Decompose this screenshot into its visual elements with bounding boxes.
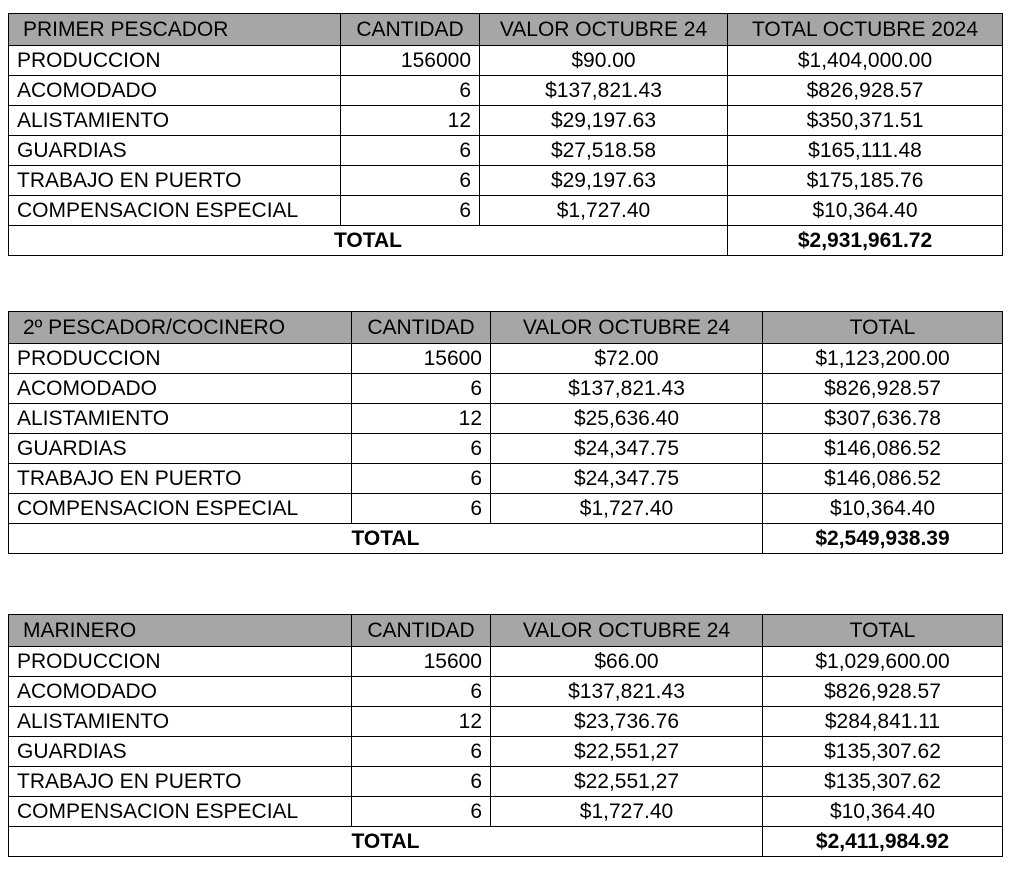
row-concept: TRABAJO EN PUERTO (9, 767, 352, 797)
row-total: $146,086.52 (763, 434, 1003, 464)
total-value: $2,931,961.72 (728, 226, 1003, 256)
row-value: $137,821.43 (491, 677, 763, 707)
row-quantity: 6 (352, 797, 491, 827)
row-quantity: 6 (352, 677, 491, 707)
table-row (9, 464, 1003, 494)
row-value: $1,727.40 (491, 494, 763, 524)
table-row (9, 707, 1003, 737)
primer-pescador-table (8, 13, 1003, 256)
row-total: $826,928.57 (763, 677, 1003, 707)
total-row (9, 524, 1003, 554)
total-row (9, 226, 1003, 256)
table-row (9, 46, 1003, 76)
row-value: $22,551,27 (491, 737, 763, 767)
row-concept: TRABAJO EN PUERTO (9, 166, 341, 196)
table-row (9, 767, 1003, 797)
row-value: $137,821.43 (491, 374, 763, 404)
row-quantity: 12 (352, 707, 491, 737)
row-value: $72.00 (491, 344, 763, 374)
header-value: VALOR OCTUBRE 24 (480, 14, 728, 46)
segundo-pescador-table (8, 311, 1003, 554)
table-row (9, 737, 1003, 767)
row-quantity: 6 (341, 196, 480, 226)
row-concept: PRODUCCION (9, 344, 352, 374)
header-concept: MARINERO (9, 615, 352, 647)
row-total: $175,185.76 (728, 166, 1003, 196)
row-quantity: 6 (352, 737, 491, 767)
row-concept: GUARDIAS (9, 136, 341, 166)
row-value: $137,821.43 (480, 76, 728, 106)
row-quantity: 6 (352, 374, 491, 404)
table-row (9, 647, 1003, 677)
header-concept: PRIMER PESCADOR (9, 14, 341, 46)
row-total: $10,364.40 (763, 797, 1003, 827)
row-quantity: 6 (352, 434, 491, 464)
header-total: TOTAL (763, 312, 1003, 344)
row-concept: COMPENSACION ESPECIAL (9, 494, 352, 524)
table-row (9, 136, 1003, 166)
row-value: $24,347.75 (491, 464, 763, 494)
row-quantity: 156000 (341, 46, 480, 76)
row-concept: ACOMODADO (9, 76, 341, 106)
table-row (9, 196, 1003, 226)
total-row (9, 827, 1003, 857)
header-value: VALOR OCTUBRE 24 (491, 615, 763, 647)
row-total: $135,307.62 (763, 767, 1003, 797)
row-value: $1,727.40 (491, 797, 763, 827)
table-header-row (9, 312, 1003, 344)
header-value: VALOR OCTUBRE 24 (491, 312, 763, 344)
row-quantity: 15600 (352, 344, 491, 374)
table-row (9, 677, 1003, 707)
row-value: $27,518.58 (480, 136, 728, 166)
row-concept: PRODUCCION (9, 647, 352, 677)
header-total: TOTAL (763, 615, 1003, 647)
row-value: $22,551,27 (491, 767, 763, 797)
header-quantity: CANTIDAD (352, 312, 491, 344)
row-concept: ALISTAMIENTO (9, 404, 352, 434)
header-total: TOTAL OCTUBRE 2024 (728, 14, 1003, 46)
row-concept: ALISTAMIENTO (9, 707, 352, 737)
table-row (9, 797, 1003, 827)
row-concept: ACOMODADO (9, 677, 352, 707)
total-label: TOTAL (9, 226, 728, 256)
table-header-row (9, 14, 1003, 46)
row-total: $10,364.40 (763, 494, 1003, 524)
row-total: $826,928.57 (728, 76, 1003, 106)
row-total: $307,636.78 (763, 404, 1003, 434)
row-concept: ALISTAMIENTO (9, 106, 341, 136)
table-row (9, 76, 1003, 106)
table-row (9, 344, 1003, 374)
row-quantity: 15600 (352, 647, 491, 677)
row-quantity: 6 (352, 494, 491, 524)
row-total: $284,841.11 (763, 707, 1003, 737)
total-value: $2,411,984.92 (763, 827, 1003, 857)
row-concept: PRODUCCION (9, 46, 341, 76)
row-total: $826,928.57 (763, 374, 1003, 404)
row-quantity: 6 (341, 166, 480, 196)
header-concept: 2º PESCADOR/COCINERO (9, 312, 352, 344)
marinero-table (8, 614, 1003, 857)
row-value: $24,347.75 (491, 434, 763, 464)
table-row (9, 374, 1003, 404)
row-concept: TRABAJO EN PUERTO (9, 464, 352, 494)
table-row (9, 166, 1003, 196)
table-row (9, 106, 1003, 136)
total-value: $2,549,938.39 (763, 524, 1003, 554)
row-value: $23,736.76 (491, 707, 763, 737)
row-total: $1,123,200.00 (763, 344, 1003, 374)
row-concept: GUARDIAS (9, 737, 352, 767)
row-total: $135,307.62 (763, 737, 1003, 767)
row-quantity: 6 (341, 76, 480, 106)
table-header-row (9, 615, 1003, 647)
row-value: $90.00 (480, 46, 728, 76)
row-concept: COMPENSACION ESPECIAL (9, 196, 341, 226)
table-row (9, 494, 1003, 524)
row-total: $146,086.52 (763, 464, 1003, 494)
row-value: $25,636.40 (491, 404, 763, 434)
row-total: $350,371.51 (728, 106, 1003, 136)
row-total: $165,111.48 (728, 136, 1003, 166)
row-quantity: 12 (341, 106, 480, 136)
row-value: $29,197.63 (480, 166, 728, 196)
row-quantity: 12 (352, 404, 491, 434)
table-row (9, 434, 1003, 464)
row-quantity: 6 (352, 767, 491, 797)
row-total: $10,364.40 (728, 196, 1003, 226)
row-value: $1,727.40 (480, 196, 728, 226)
total-label: TOTAL (9, 524, 763, 554)
row-value: $66.00 (491, 647, 763, 677)
row-concept: ACOMODADO (9, 374, 352, 404)
row-quantity: 6 (341, 136, 480, 166)
row-total: $1,029,600.00 (763, 647, 1003, 677)
row-concept: COMPENSACION ESPECIAL (9, 797, 352, 827)
row-total: $1,404,000.00 (728, 46, 1003, 76)
row-quantity: 6 (352, 464, 491, 494)
header-quantity: CANTIDAD (341, 14, 480, 46)
total-label: TOTAL (9, 827, 763, 857)
row-value: $29,197.63 (480, 106, 728, 136)
header-quantity: CANTIDAD (352, 615, 491, 647)
row-concept: GUARDIAS (9, 434, 352, 464)
table-row (9, 404, 1003, 434)
